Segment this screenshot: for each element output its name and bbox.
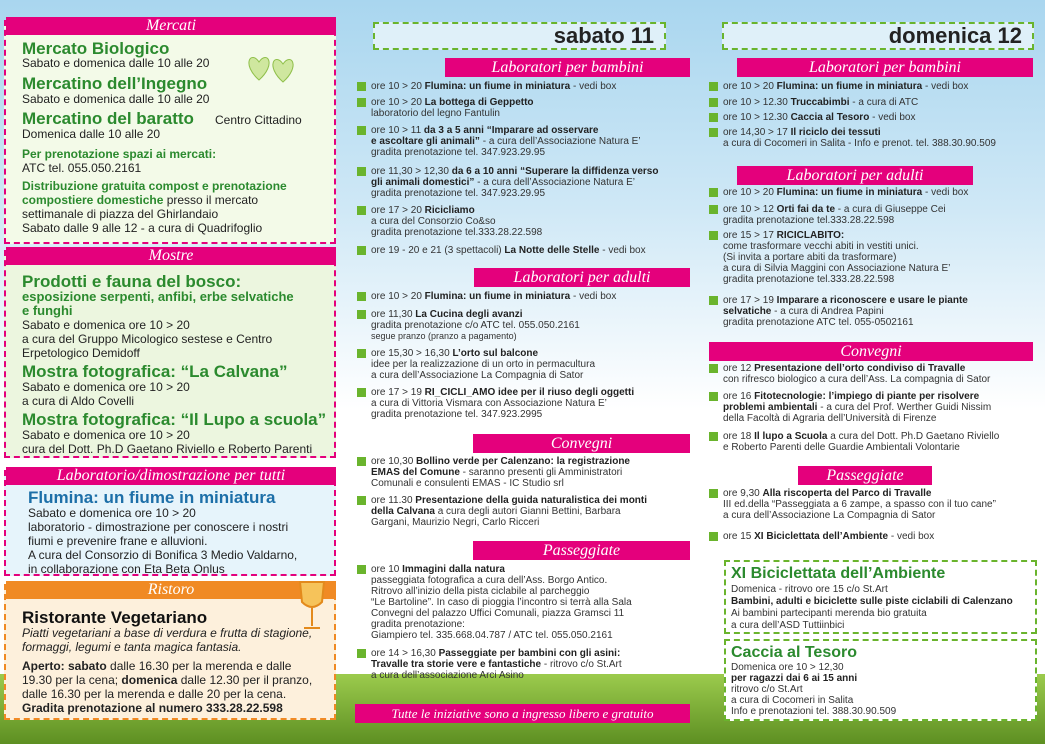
sat-adult-riciclo: ore 17 > 19 RI_CICLI_AMO idee per il riuso degli oggetti a cura di Vittoria Vismara con Associazione Natura E’ gradita prenotazione tel. 347.923.2995 xyxy=(371,387,635,420)
bullet-icon xyxy=(709,98,718,107)
bullet-icon xyxy=(357,246,366,255)
bullet-icon xyxy=(357,496,366,505)
mostre-heading: Mostre xyxy=(6,247,336,265)
sun-conv-orto: ore 12 Presentazione dell’orto condiviso di Travalle con rifresco biologico a cura dell’Ass. La compagnia di Sator xyxy=(723,363,991,385)
ristorante-desc1: Piatti vegetariani a base di verdura e frutta di stagione, xyxy=(22,626,313,640)
sat-item-geppetto: ore 10 > 20 La bottega di Geppetto laboratorio del legno Fantulin xyxy=(371,97,534,119)
sun-item-tessuti: ore 14,30 > 17 Il riciclo dei tessuti a cura di Cocomeri in Salita - Info e prenot. tel. 388.30.90.509 xyxy=(723,127,996,149)
bullet-icon xyxy=(357,206,366,215)
sun-lab-adulti-heading: Laboratori per adulti xyxy=(737,166,973,185)
prodotti-fauna-time: Sabato e domenica ore 10 > 20 xyxy=(22,318,190,332)
sat-pass-immagini: ore 10 Immagini dalla natura passeggiata fotografica a cura dell’Ass. Borgo Antico. Ritrovo all’inizio della pista ciclabile al parcheggio “Le Bartoline”. In caso di pioggia l’incontro si terrà alla Sala Convegni del palazzo Uffici Comunali, piazza Gramsci 11 gradita prenotazione: Giampiero tel. 335.668.04.787 / ATC tel. 055.050.2161 xyxy=(371,564,632,641)
prodotti-fauna-cura1: a cura del Gruppo Micologico sestese e Centro xyxy=(22,332,273,346)
saturday-heading: sabato 11 xyxy=(373,22,666,50)
sun-adult-riciclabito: ore 15 > 17 RICICLABITO: come trasformare vecchi abiti in vestiti unici. (Si invita a portare abiti da trasformare) a cura di Silvia Maggini con Associazione Natura E’ gradita prenotazione tel.333.28.22.598 xyxy=(723,230,951,285)
wine-glass-icon xyxy=(292,574,332,636)
mercatino-baratto-time: Domenica dalle 10 alle 20 xyxy=(22,127,161,141)
bullet-icon xyxy=(357,98,366,107)
sun-adult-orti: ore 10 > 12 Orti fai da te - a cura di Giuseppe Cei gradita prenotazione tel.333.28.22.598 xyxy=(723,204,946,226)
bullet-icon xyxy=(709,113,718,122)
biciclettata-line1: Domenica - ritrovo ore 15 c/o St.Art xyxy=(731,584,888,595)
orari-line3: dalle 16.30 per la merenda e dalle 20 per la cena. xyxy=(22,687,287,701)
flumina-line1: Sabato e domenica ore 10 > 20 xyxy=(28,506,196,520)
bullet-icon xyxy=(357,167,366,176)
flumina-line5: in collaborazione con Eta Beta Onlus xyxy=(28,562,225,576)
sat-passeggiate-heading: Passeggiate xyxy=(473,541,690,560)
prenotazione-label: Per prenotazione spazi ai mercati: xyxy=(22,147,217,161)
ristorante-desc2: formaggi, legumi e tanta magica fantasia. xyxy=(22,640,242,654)
sat-adult-cucina: ore 11,30 La Cucina degli avanzi gradita prenotazione c/o ATC tel. 055.050.2161 segue pranzo (pranzo a pagamento) xyxy=(371,309,580,341)
footer-note: Tutte le iniziative sono a ingresso libero e gratuito xyxy=(355,704,690,723)
mercatino-ingegno-time: Sabato e domenica dalle 10 alle 20 xyxy=(22,92,210,106)
mercati-heading: Mercati xyxy=(6,17,336,35)
prenotazione-ristoro: Gradita prenotazione al numero 333.28.22.598 xyxy=(22,701,283,715)
sat-item-notte-stelle: ore 19 - 20 e 21 (3 spettacoli) La Notte delle Stelle - vedi box xyxy=(371,245,646,256)
mercatino-ingegno-title: Mercatino dell’Ingegno xyxy=(22,74,208,93)
bullet-icon xyxy=(357,649,366,658)
sun-item-flumina: ore 10 > 20 Flumina: un fiume in miniatura - vedi box xyxy=(723,81,969,92)
mercatino-baratto-place: Centro Cittadino xyxy=(215,113,302,127)
bullet-icon xyxy=(709,188,718,197)
bullet-icon xyxy=(357,310,366,319)
prodotti-fauna-sub1: esposizione serpenti, anfibi, erbe selvatiche xyxy=(22,289,294,304)
sat-lab-adulti-heading: Laboratori per adulti xyxy=(474,268,690,287)
sun-item-caccia: ore 10 > 12.30 Caccia al Tesoro - vedi box xyxy=(723,112,916,123)
sun-item-truccabimbi: ore 10 > 12.30 Truccabimbi - a cura di ATC xyxy=(723,97,919,108)
caccia-line3: ritrovo c/o St.Art xyxy=(731,684,803,695)
bullet-icon xyxy=(709,432,718,441)
sat-adult-flumina: ore 10 > 20 Flumina: un fiume in miniatura - vedi box xyxy=(371,291,617,302)
sat-item-osservare: ore 10 > 11 da 3 a 5 anni “Imparare ad osservare e ascoltare gli animali” - a cura dell’Associazione Natura E’ gradita prenotazione tel. 347.923.29.95 xyxy=(371,125,641,158)
sat-conv-emas: ore 10,30 Bollino verde per Calenzano: la registrazione EMAS del Comune - saranno presenti gli Amministratori Comunali e consulenti EMAS - IC Studio srl xyxy=(371,456,630,489)
sat-item-flumina: ore 10 > 20 Flumina: un fiume in miniatura - vedi box xyxy=(371,81,617,92)
orari-line2: 19.30 per la cena; domenica dalle 12.30 per il pranzo, xyxy=(22,673,313,687)
bullet-icon xyxy=(357,292,366,301)
sun-conv-lupo: ore 18 Il lupo a Scuola a cura del Dott. Ph.D Gaetano Riviello e Roberto Parenti delle Guardie Ambientali Volontarie xyxy=(723,431,1000,453)
sat-pass-asini: ore 14 > 16,30 Passeggiate per bambini con gli asini: Travalle tra storie vere e fantastiche - ritrovo c/o St.Art a cura dell’associazione Arci Asino xyxy=(371,648,622,681)
bullet-icon xyxy=(357,388,366,397)
sun-conv-fito: ore 16 Fitotecnologie: l’impiego di piante per risolvere problemi ambientali - a cura del Prof. Werther Guidi Nissim della Facoltà di Agraria dell’Università di Firenze xyxy=(723,391,992,424)
mercato-biologico-time: Sabato e domenica dalle 10 alle 20 xyxy=(22,56,210,70)
biciclettata-title: XI Biciclettata dell’Ambiente xyxy=(731,565,946,582)
prodotti-fauna-title: Prodotti e fauna del bosco: xyxy=(22,272,242,291)
biciclettata-line2: Bambini, adulti e biciclette sulle piste ciclabili di Calenzano xyxy=(731,596,1013,607)
bullet-icon xyxy=(357,565,366,574)
sat-item-ricicliamo: ore 17 > 20 Ricicliamo a cura del Consorzio Co&so gradita prenotazione tel.333.28.22.598 xyxy=(371,205,543,238)
sunday-heading: domenica 12 xyxy=(722,22,1034,50)
flumina-line2: laboratorio - dimostrazione per conoscere i nostri xyxy=(28,520,289,534)
laboratorio-heading: Laboratorio/dimostrazione per tutti xyxy=(6,467,336,485)
compost-line1: Distribuzione gratuita compost e prenotazione xyxy=(22,179,287,193)
bullet-icon xyxy=(709,392,718,401)
bullet-icon xyxy=(709,128,718,137)
caccia-line5: Info e prenotazioni tel. 388.30.90.509 xyxy=(731,706,897,717)
flumina-line4: A cura del Consorzio di Bonifica 3 Medio Valdarno, xyxy=(28,548,298,562)
prodotti-fauna-cura2: Erpetologico Demidoff xyxy=(22,346,140,360)
sun-passeggiate-heading: Passeggiate xyxy=(798,466,932,485)
sat-item-diffidenza: ore 11,30 > 12,30 da 6 a 10 anni “Superare la diffidenza verso gli animali domestici” - a cura dell’Associazione Natura E’ gradita prenotazione tel. 347.923.29.95 xyxy=(371,166,659,199)
sun-pass-travalle: ore 9,30 Alla riscoperta del Parco di Travalle III ed.della “Passeggiata a 6 zampe, a spasso con il tuo cane” a cura dell’Associazione La Compagnia di Sator xyxy=(723,488,996,521)
flumina-line3: fiumi e prevenire frane e alluvioni. xyxy=(28,534,208,548)
bullet-icon xyxy=(357,349,366,358)
mostra-calvana-title: Mostra fotografica: “La Calvana” xyxy=(22,362,288,381)
bullet-icon xyxy=(357,126,366,135)
sat-conv-calvana: ore 11.30 Presentazione della guida naturalistica dei monti della Calvana a cura degli autori Gianni Bettini, Barbara Gargani, Maurizio Negri, Carlo Ricceri xyxy=(371,495,648,528)
bullet-icon xyxy=(709,364,718,373)
bullet-icon xyxy=(357,457,366,466)
compost-line4: Sabato dalle 9 alle 12 - a cura di Quadrifoglio xyxy=(22,221,263,235)
mostra-lupo-title: Mostra fotografica: “Il Lupo a scuola” xyxy=(22,410,327,429)
bullet-icon xyxy=(709,489,718,498)
mostra-calvana-cura: a cura di Aldo Covelli xyxy=(22,394,135,408)
caccia-line2: per ragazzi dai 6 ai 15 anni xyxy=(731,673,858,684)
biciclettata-line4: a cura dell’ASD Tuttiinbici xyxy=(731,620,845,631)
mostra-lupo-time: Sabato e domenica ore 10 > 20 xyxy=(22,428,190,442)
sun-pass-bici: ore 15 XI Biciclettata dell’Ambiente - vedi box xyxy=(723,531,935,542)
sun-lab-bambini-heading: Laboratori per bambini xyxy=(737,58,1033,77)
sat-adult-orto: ore 15,30 > 16,30 L’orto sul balcone idee per la realizzazione di un orto in permacultura a cura dell’Associazione La Compagnia di Sator xyxy=(371,348,596,381)
bullet-icon xyxy=(709,296,718,305)
ristoro-heading: Ristoro xyxy=(6,581,336,599)
compost-line3: settimanale di piazza del Ghirlandaio xyxy=(22,207,219,221)
bullet-icon xyxy=(709,205,718,214)
hearts-icon xyxy=(245,50,300,90)
mercato-biologico-title: Mercato Biologico xyxy=(22,39,170,58)
bullet-icon xyxy=(709,532,718,541)
mostra-lupo-cura: cura del Dott. Ph.D Gaetano Riviello e Roberto Parenti xyxy=(22,442,313,456)
biciclettata-line3: Ai bambini partecipanti merenda bio gratuita xyxy=(731,608,927,619)
orari-line1: Aperto: sabato dalle 16.30 per la merenda e dalle xyxy=(22,659,292,673)
mercatino-baratto-title: Mercatino del baratto xyxy=(22,109,194,128)
flumina-title: Flumina: un fiume in miniatura xyxy=(28,488,276,507)
sun-convegni-heading: Convegni xyxy=(709,342,1033,361)
bullet-icon xyxy=(357,82,366,91)
sun-adult-flumina: ore 10 > 20 Flumina: un fiume in miniatura - vedi box xyxy=(723,187,969,198)
caccia-title: Caccia al Tesoro xyxy=(731,644,857,661)
caccia-line4: a cura di Cocomeri in Salita xyxy=(731,695,854,706)
bullet-icon xyxy=(709,231,718,240)
compost-line2: compostiere domestiche presso il mercato xyxy=(22,193,259,207)
mostra-calvana-time: Sabato e domenica ore 10 > 20 xyxy=(22,380,190,394)
prenotazione-tel: ATC tel. 055.050.2161 xyxy=(22,161,142,175)
sat-convegni-heading: Convegni xyxy=(473,434,690,453)
bullet-icon xyxy=(709,82,718,91)
sun-adult-piante: ore 17 > 19 Imparare a riconoscere e usare le piante selvatiche - a cura di Andrea Papini gradita prenotazione ATC tel. 055-0502161 xyxy=(723,295,968,328)
sat-lab-bambini-heading: Laboratori per bambini xyxy=(445,58,690,77)
prodotti-fauna-sub2: e funghi xyxy=(22,303,73,318)
ristorante-title: Ristorante Vegetariano xyxy=(22,608,208,627)
caccia-line1: Domenica ore 10 > 12,30 xyxy=(731,662,844,673)
